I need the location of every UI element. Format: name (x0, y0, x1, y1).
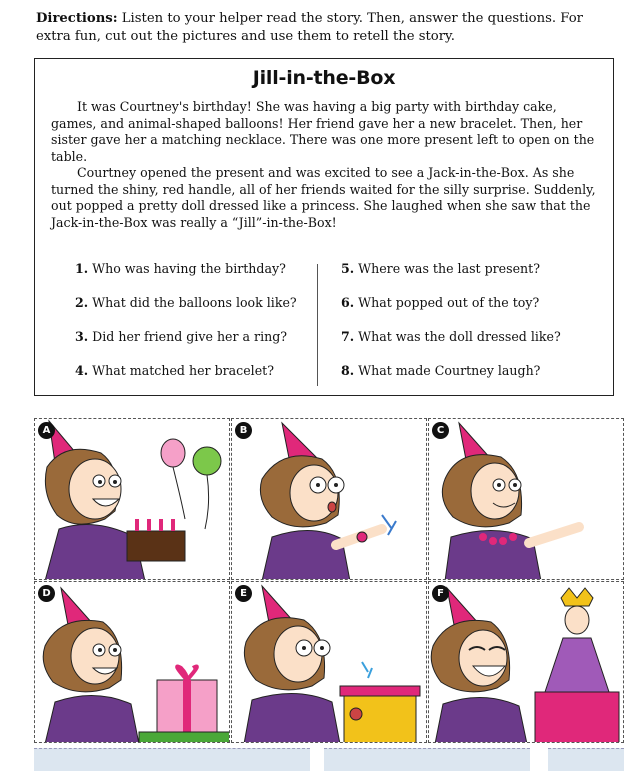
panel-a[interactable] (34, 418, 230, 580)
panel-d[interactable] (34, 581, 230, 743)
question: 3. Did her friend give her a ring? (75, 329, 288, 344)
story-box (34, 58, 614, 396)
panel-letter: B (235, 422, 252, 439)
question-divider (317, 264, 318, 386)
panel-c[interactable] (428, 418, 624, 580)
girl-cake-balloons-illustration (35, 419, 230, 580)
cut-strip (324, 748, 530, 771)
question: 5. Where was the last present? (341, 261, 540, 276)
girl-present-illustration (35, 582, 230, 743)
story-paragraph-2: Courtney opened the present and was excited to see a Jack-in-the-Box. As she turned the shiny, red handle, all of her friends waited for the silly surprise. Suddenly, out popped a pretty doll dressed like a princess. She laughed when she saw that the Jack-in-the-Box was really a “Jill”-in-the-Box! (51, 165, 596, 230)
question: 8. What made Courtney laugh? (341, 363, 541, 378)
panel-letter: F (432, 585, 449, 602)
girl-princess-doll-illustration (429, 582, 624, 743)
question: 6. What popped out of the toy? (341, 295, 540, 310)
panel-letter: D (38, 585, 55, 602)
story-paragraph-1: It was Courtney's birthday! She was having a big party with birthday cake, games, and animal-shaped balloons! Her friend gave her a new bracelet. Then, her sister gave her a matching necklace. There was one more present left to open on the table. (51, 99, 595, 164)
picture-panels (34, 418, 624, 748)
question: 4. What matched her bracelet? (75, 363, 274, 378)
questions-right (341, 261, 591, 397)
directions-text: Listen to your helper read the story. Then, answer the questions. For extra fun, cut out the pictures and use them to retell the story. (36, 11, 583, 44)
cut-strip (548, 748, 624, 771)
panel-b[interactable] (231, 418, 427, 580)
panel-letter: C (432, 422, 449, 439)
question: 7. What was the doll dressed like? (341, 329, 561, 344)
directions-label: Directions: (36, 11, 118, 26)
story-title: Jill-in-the-Box (252, 67, 396, 89)
questions-left (75, 261, 325, 397)
girl-jack-in-the-box-illustration (232, 582, 427, 743)
panel-e[interactable] (231, 581, 427, 743)
panel-letter: E (235, 585, 252, 602)
directions (36, 10, 616, 46)
girl-bracelet-illustration (232, 419, 427, 580)
cut-strip (34, 748, 310, 771)
question: 2. What did the balloons look like? (75, 295, 297, 310)
question: 1. Who was having the birthday? (75, 261, 286, 276)
panel-letter: A (38, 422, 55, 439)
panel-f[interactable] (428, 581, 624, 743)
girl-necklace-illustration (429, 419, 624, 580)
